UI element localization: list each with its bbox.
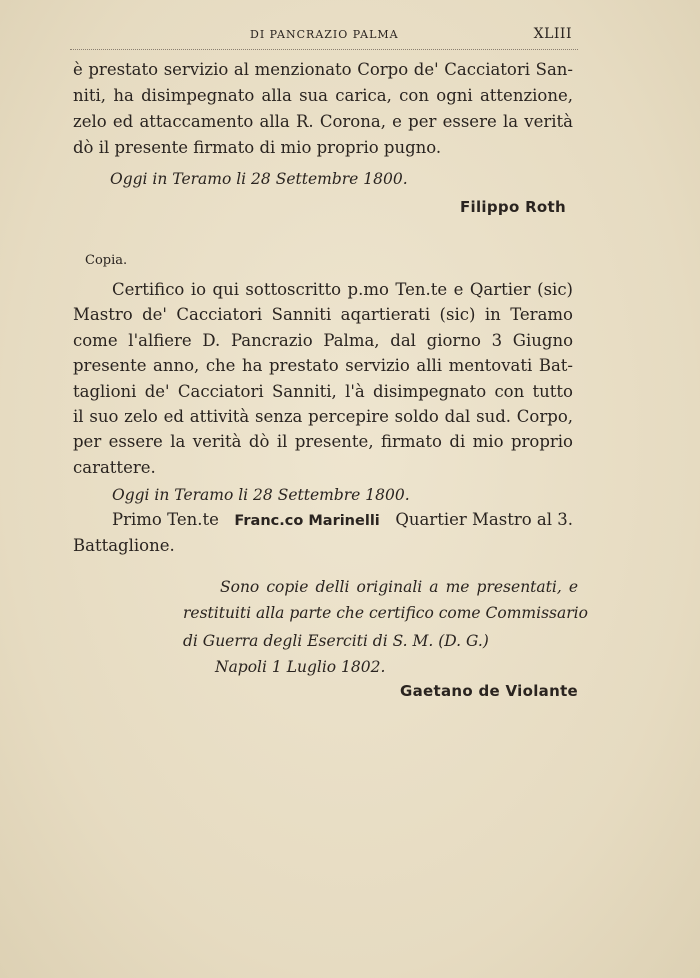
- text-line: niti, ha disimpegnato alla sua carica, con ogni attenzione,: [73, 86, 573, 105]
- copia-label: Copia.: [85, 253, 128, 268]
- page-header: [72, 28, 572, 48]
- signer-suffix: Quartier Mastro al 3.: [395, 510, 573, 529]
- signature: Filippo Roth: [460, 198, 566, 216]
- dateline: Oggi in Teramo li 28 Settembre 1800.: [110, 170, 408, 188]
- text-line: di Guerra degli Eserciti di S. M. (D. G.): [183, 632, 489, 650]
- signature: Gaetano de Violante: [400, 682, 579, 700]
- dateline: Napoli 1 Luglio 1802.: [215, 658, 386, 676]
- text-line: come l'alfiere D. Pancrazio Palma, dal giorno 3 Giugno: [73, 331, 573, 350]
- page-number: XLIII: [533, 26, 572, 42]
- running-title: DI PANCRAZIO PALMA: [250, 28, 399, 41]
- dateline: Oggi in Teramo li 28 Settembre 1800.: [112, 486, 410, 504]
- text-line: Certifico io qui sottoscritto p.mo Ten.te e Qartier (sic): [112, 280, 573, 299]
- header-rule: [70, 49, 578, 50]
- text-line: Mastro de' Cacciatori Sanniti aqartierati (sic) in Teramo: [73, 305, 573, 324]
- text-line: zelo ed attaccamento alla R. Corona, e per essere la verità: [73, 112, 573, 131]
- text-line: Battaglione.: [73, 536, 175, 555]
- text-line: per essere la verità dò il presente, firmato di mio proprio: [73, 432, 573, 451]
- signer-prefix: Primo Ten.te: [112, 510, 219, 529]
- text-line: restituiti alla parte che certifico come Commissario: [183, 604, 588, 622]
- text-line: dò il presente firmato di mio proprio pugno.: [73, 138, 442, 157]
- text-line: il suo zelo ed attività senza percepire soldo dal sud. Corpo,: [73, 407, 573, 426]
- signer-line: [112, 510, 573, 529]
- text-line: taglioni de' Cacciatori Sanniti, l'à disimpegnato con tutto: [73, 382, 573, 401]
- text-line: Sono copie delli originali a me presentati, e: [220, 578, 578, 596]
- signer-name: Franc.co Marinelli: [234, 513, 380, 529]
- text-line: presente anno, che ha prestato servizio alli mentovati Bat-: [73, 356, 573, 375]
- text-line: è prestato servizio al menzionato Corpo de' Cacciatori San-: [73, 60, 573, 79]
- text-line: carattere.: [73, 458, 156, 477]
